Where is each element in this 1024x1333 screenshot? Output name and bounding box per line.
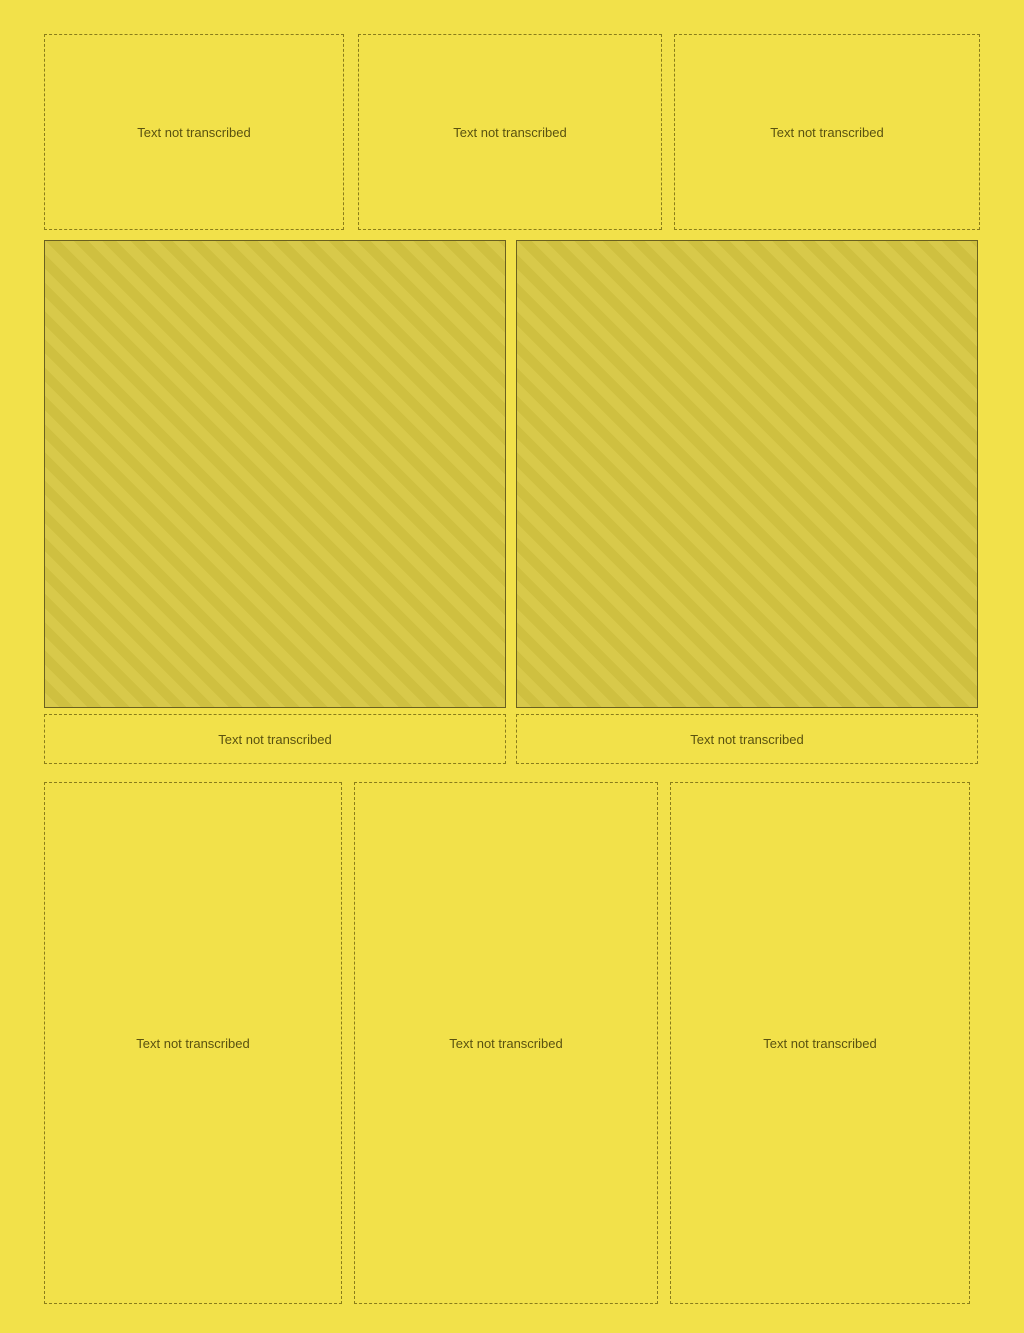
bottom-column-3: Text not transcribed — [670, 782, 970, 1304]
top-column-2: Text not transcribed — [358, 34, 662, 230]
top-column-3: Text not transcribed — [674, 34, 980, 230]
bottom-column-1: Text not transcribed — [44, 782, 342, 1304]
chip-caption: Text not transcribed — [44, 714, 506, 764]
satellite-caption: Text not transcribed — [516, 714, 978, 764]
chip-photo — [44, 240, 506, 708]
bottom-column-2: Text not transcribed — [354, 782, 658, 1304]
top-column-1: Text not transcribed — [44, 34, 344, 230]
satellite-photo — [516, 240, 978, 708]
